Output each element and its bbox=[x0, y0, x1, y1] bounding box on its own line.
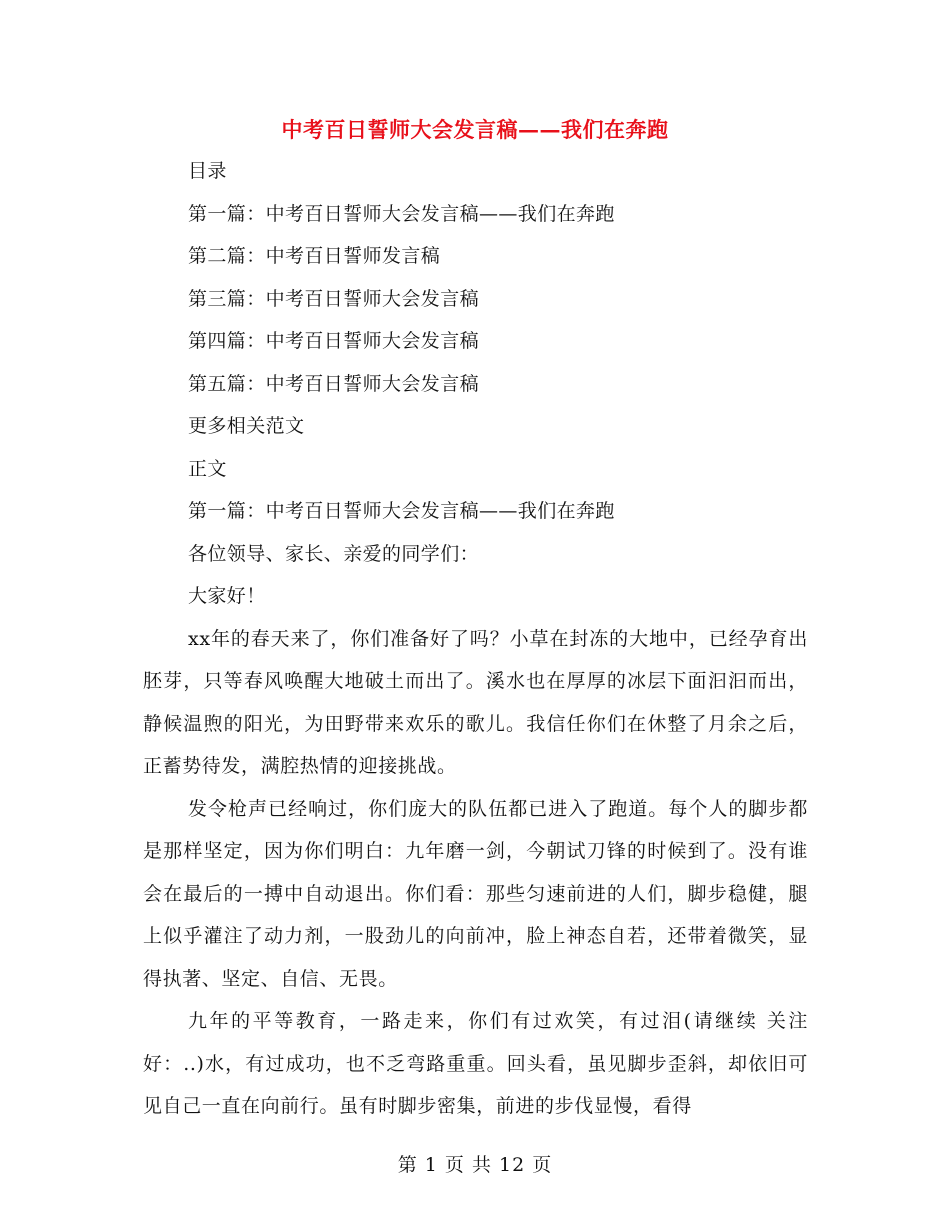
body-paragraph-3: 九年的平等教育，一路走来，你们有过欢笑，有过泪(请继续 关注好：..)水，有过成功，也不乏弯路重重。回头看，虽见脚步歪斜，却依旧可见自己一直在向前行。虽有时脚步密集，前进的步伐显慢，看得 bbox=[143, 1010, 808, 1117]
hello-line: 大家好！ bbox=[188, 585, 266, 607]
document-title: 中考百日誓师大会发言稿——我们在奔跑 bbox=[281, 117, 669, 142]
toc-item-2: 第二篇：中考百日誓师发言稿 bbox=[188, 245, 441, 267]
section-heading: 第一篇：中考百日誓师大会发言稿——我们在奔跑 bbox=[188, 500, 615, 522]
document-body bbox=[143, 490, 808, 1128]
table-of-contents bbox=[188, 150, 615, 490]
toc-item-4: 第四篇：中考百日誓师大会发言稿 bbox=[188, 330, 480, 352]
toc-body-label: 正文 bbox=[188, 457, 227, 480]
toc-item-3: 第三篇：中考百日誓师大会发言稿 bbox=[188, 287, 480, 310]
toc-item-5: 第五篇：中考百日誓师大会发言稿 bbox=[188, 372, 480, 395]
body-paragraph-2: 发令枪声已经响过，你们庞大的队伍都已进入了跑道。每个人的脚步都是那样坚定，因为你们明白：九年磨一剑，今朝试刀锋的时候到了。没有谁会在最后的一搏中自动退出。你们看：那些匀速前进的人们，脚步稳健，腿上似乎灌注了动力剂，一股劲儿的向前冲，脸上神态自若，还带着微笑，显得执著、坚定、自信、无畏。 bbox=[143, 797, 808, 990]
toc-item-1: 第一篇：中考百日誓师大会发言稿——我们在奔跑 bbox=[188, 202, 615, 225]
page-number-footer: 第 1 页 共 12 页 bbox=[397, 1154, 553, 1176]
toc-more-related: 更多相关范文 bbox=[188, 415, 305, 437]
body-paragraph-1: xx年的春天来了，你们准备好了吗？小草在封冻的大地中，已经孕育出胚芽，只等春风唤醒大地破土而出了。溪水也在厚厚的冰层下面汩汩而出，静候温煦的阳光，为田野带来欢乐的歌儿。我信任你们在休整了月余之后，正蓄势待发，满腔热情的迎接挑战。 bbox=[143, 627, 808, 777]
toc-heading: 目录 bbox=[188, 160, 227, 182]
greeting-line: 各位领导、家长、亲爱的同学们： bbox=[188, 542, 480, 565]
